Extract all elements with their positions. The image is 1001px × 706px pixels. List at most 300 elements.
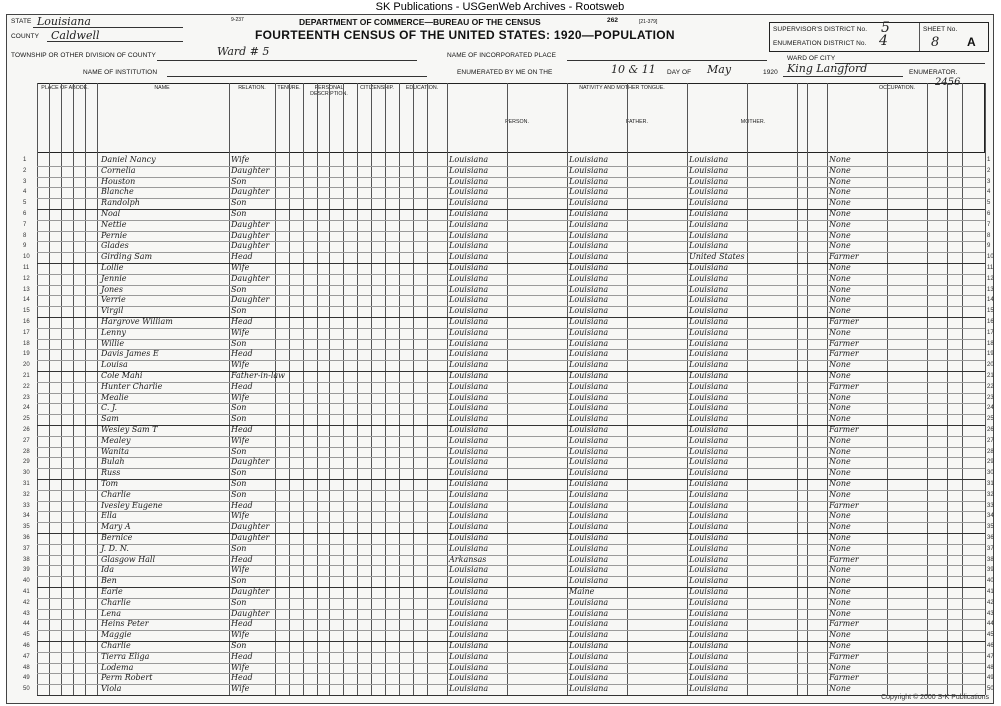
father-birthplace: Louisiana <box>569 673 609 683</box>
row-number-right: 17 <box>987 329 994 336</box>
occupation: None <box>829 414 851 424</box>
father-birthplace: Louisiana <box>569 414 609 424</box>
birthplace: Louisiana <box>449 219 489 229</box>
occupation: Farmer <box>829 425 859 434</box>
father-birthplace: Louisiana <box>569 306 609 316</box>
row-number: 32 <box>23 491 30 498</box>
row-number: 38 <box>23 556 30 563</box>
mother-birthplace: Louisiana <box>689 576 729 586</box>
mother-birthplace: United States <box>689 252 745 262</box>
person-name: Bernice <box>101 533 133 542</box>
relation: Head <box>231 500 253 510</box>
row-number-right: 35 <box>987 524 994 531</box>
person-name: Davis James E <box>101 349 159 359</box>
father-birthplace: Louisiana <box>569 176 609 186</box>
relation: Wife <box>231 392 250 402</box>
father-birthplace: Louisiana <box>569 381 609 391</box>
birthplace: Louisiana <box>449 457 489 467</box>
form-number: 9-237 <box>231 17 244 23</box>
row-number: 49 <box>23 675 30 682</box>
father-birthplace: Louisiana <box>569 230 609 240</box>
mother-birthplace: Louisiana <box>689 198 729 208</box>
father-birthplace: Maine <box>569 587 595 596</box>
row-number-right: 20 <box>987 362 994 369</box>
row-number: 11 <box>23 265 30 271</box>
father-birthplace: Louisiana <box>569 446 609 456</box>
mother-birthplace: Louisiana <box>689 187 729 197</box>
person-name: Cornelia <box>101 165 136 175</box>
relation: Head <box>231 651 253 661</box>
row-number-right: 46 <box>987 643 994 649</box>
occupation: Farmer <box>829 317 859 326</box>
mother-birthplace: Louisiana <box>689 155 729 164</box>
relation: Daughter <box>231 587 270 596</box>
row-number-right: 26 <box>987 427 994 433</box>
person-name: Sam <box>101 414 119 424</box>
grid-column-line <box>385 83 386 695</box>
relation: Daughter <box>231 241 270 251</box>
occupation: None <box>829 684 851 694</box>
relation: Wife <box>231 327 250 337</box>
occupation: None <box>829 630 851 640</box>
grid-column-line <box>275 83 276 695</box>
column-header-block <box>37 83 985 153</box>
person-name: Heins Peter <box>101 619 149 629</box>
grid-column-line <box>447 83 448 695</box>
person-name: Pernie <box>101 230 128 240</box>
birthplace: Louisiana <box>449 198 489 208</box>
relation: Head <box>231 619 253 629</box>
birthplace: Louisiana <box>449 522 489 532</box>
person-name: Lodema <box>101 662 134 672</box>
grid-column-line <box>329 83 330 695</box>
mother-birthplace: Louisiana <box>689 500 729 510</box>
occupation: Farmer <box>829 673 859 683</box>
occupation: None <box>829 273 851 283</box>
mother-birthplace: Louisiana <box>689 619 729 629</box>
mother-birthplace: Louisiana <box>689 241 729 251</box>
birthplace: Louisiana <box>449 338 489 348</box>
birthplace: Louisiana <box>449 284 489 294</box>
occupation: None <box>829 327 851 337</box>
row-number-right: 27 <box>987 437 994 444</box>
mother-birthplace: Louisiana <box>689 165 729 175</box>
mother-birthplace: Louisiana <box>689 392 729 402</box>
mother-birthplace: Louisiana <box>689 230 729 240</box>
person-name: Lena <box>101 608 121 618</box>
father-birthplace: Louisiana <box>569 576 609 586</box>
mother-birthplace: Louisiana <box>689 479 729 488</box>
father-birthplace: Louisiana <box>569 284 609 294</box>
birthplace: Louisiana <box>449 306 489 316</box>
stamp-number: 2456 <box>935 77 961 88</box>
mother-birthplace: Louisiana <box>689 273 729 283</box>
row-number-right: 32 <box>987 491 994 498</box>
row-number: 36 <box>23 535 30 541</box>
person-name: Mary A <box>101 522 131 532</box>
birthplace: Louisiana <box>449 641 489 650</box>
enumerator-value: King Langford <box>787 62 868 75</box>
occupation: Farmer <box>829 619 859 629</box>
grid-column-line <box>85 83 86 695</box>
father-birthplace: Louisiana <box>569 608 609 618</box>
col-group-occupation: OCCUPATION. <box>879 85 915 91</box>
mother-birthplace: Louisiana <box>689 295 729 305</box>
occupation: None <box>829 306 851 316</box>
mother-birthplace: Louisiana <box>689 457 729 467</box>
grid-column-line <box>73 83 74 695</box>
person-name: Blanche <box>101 187 134 197</box>
relation: Head <box>231 673 253 683</box>
person-name: Wanita <box>101 446 129 456</box>
occupation: None <box>829 489 851 499</box>
row-number-right: 30 <box>987 470 994 477</box>
col-group-tenure: TENURE. <box>277 85 301 91</box>
father-birthplace: Louisiana <box>569 155 609 164</box>
row-number-right: 18 <box>987 340 994 347</box>
mother-birthplace: Louisiana <box>689 209 729 218</box>
father-birthplace: Louisiana <box>569 662 609 672</box>
row-number: 18 <box>23 340 30 347</box>
birthplace: Louisiana <box>449 489 489 499</box>
mother-birthplace: Louisiana <box>689 630 729 640</box>
row-number: 3 <box>23 178 27 185</box>
father-birthplace: Louisiana <box>569 511 609 521</box>
occupation: None <box>829 662 851 672</box>
occupation: None <box>829 198 851 208</box>
father-birthplace: Louisiana <box>569 187 609 197</box>
father-birthplace: Louisiana <box>569 252 609 262</box>
row-number: 27 <box>23 437 30 444</box>
relation: Father-in-law <box>231 371 285 380</box>
father-birthplace: Louisiana <box>569 565 609 575</box>
mother-birthplace: Louisiana <box>689 306 729 316</box>
row-number: 23 <box>23 394 30 401</box>
father-birthplace: Louisiana <box>569 198 609 208</box>
person-name: Tom <box>101 479 119 488</box>
township-value: Ward # 5 <box>217 45 270 58</box>
row-number: 4 <box>23 189 27 196</box>
row-number-right: 37 <box>987 545 994 552</box>
birthplace: Louisiana <box>449 468 489 478</box>
father-birthplace: Louisiana <box>569 295 609 305</box>
occupation: None <box>829 479 851 488</box>
col-group-relation: RELATION. <box>238 85 266 91</box>
occupation: None <box>829 176 851 186</box>
birthplace: Louisiana <box>449 187 489 197</box>
row-number: 2 <box>23 167 27 174</box>
father-birthplace: Louisiana <box>569 468 609 478</box>
archive-banner: SK Publications - USGenWeb Archives - Rootsweb <box>375 1 625 13</box>
person-name: Earle <box>101 587 123 596</box>
grid-column-line <box>399 83 400 695</box>
mother-birthplace: Louisiana <box>689 468 729 478</box>
occupation: None <box>829 165 851 175</box>
birthplace: Louisiana <box>449 565 489 575</box>
father-birthplace: Louisiana <box>569 479 609 488</box>
row-number-right: 4 <box>987 189 991 196</box>
person-name: Houston <box>101 176 136 186</box>
row-number: 19 <box>23 351 30 358</box>
birthplace: Louisiana <box>449 349 489 359</box>
grid-column-line <box>567 83 568 695</box>
person-name: Charlie <box>101 597 131 607</box>
row-number: 8 <box>23 232 27 239</box>
grid-column-line <box>37 83 38 695</box>
institution-label: NAME OF INSTITUTION <box>83 69 158 76</box>
birthplace: Louisiana <box>449 673 489 683</box>
father-birthplace: Louisiana <box>569 360 609 370</box>
person-name: Viola <box>101 684 122 694</box>
row-number-right: 6 <box>987 211 991 217</box>
row-number: 15 <box>23 308 30 315</box>
relation: Daughter <box>231 295 270 305</box>
county-value: Caldwell <box>51 29 100 42</box>
mother-birthplace: Louisiana <box>689 381 729 391</box>
birthplace: Louisiana <box>449 576 489 586</box>
relation: Head <box>231 425 253 434</box>
year: 1920 <box>763 69 778 76</box>
row-number: 43 <box>23 610 30 617</box>
occupation: None <box>829 241 851 251</box>
person-name: Girding Sam <box>101 252 153 262</box>
birthplace: Louisiana <box>449 587 489 596</box>
relation: Head <box>231 252 253 262</box>
row-number: 33 <box>23 502 30 509</box>
birthplace: Louisiana <box>449 295 489 305</box>
father-birthplace: Louisiana <box>569 533 609 542</box>
birthplace: Louisiana <box>449 414 489 424</box>
census-sheet <box>6 14 994 704</box>
father-birthplace: Louisiana <box>569 522 609 532</box>
person-name: Jennie <box>101 273 127 283</box>
father-birthplace: Louisiana <box>569 543 609 553</box>
grid-column-line <box>317 83 318 695</box>
father-birthplace: Louisiana <box>569 489 609 499</box>
occupation: None <box>829 284 851 294</box>
father-birthplace: Louisiana <box>569 349 609 359</box>
row-number: 37 <box>23 545 30 552</box>
row-number: 21 <box>23 373 30 379</box>
person-name: Maggie <box>101 630 132 640</box>
mother-birthplace: Louisiana <box>689 543 729 553</box>
relation: Wife <box>231 155 250 164</box>
relation: Wife <box>231 360 250 370</box>
birthplace: Louisiana <box>449 392 489 402</box>
sheet-label: SHEET No. <box>923 26 958 33</box>
person-name: Bulah <box>101 457 125 467</box>
relation: Son <box>231 306 247 316</box>
person-name: Daniel Nancy <box>101 155 156 164</box>
occupation: None <box>829 608 851 618</box>
mother-birthplace: Louisiana <box>689 360 729 370</box>
row-number-right: 9 <box>987 243 991 250</box>
row-number-right: 2 <box>987 167 991 174</box>
month-value: May <box>707 63 732 76</box>
father-birthplace: Louisiana <box>569 327 609 337</box>
grid-column-line <box>627 83 628 695</box>
grid-column-line <box>827 83 828 695</box>
father-birthplace: Louisiana <box>569 241 609 251</box>
occupation: None <box>829 641 851 650</box>
row-number-right: 22 <box>987 383 994 390</box>
relation: Daughter <box>231 273 270 283</box>
col-group-nativity: NATIVITY AND MOTHER TONGUE. <box>579 85 665 91</box>
mother-birthplace: Louisiana <box>689 565 729 575</box>
mother-birthplace: Louisiana <box>689 673 729 683</box>
father-birthplace: Louisiana <box>569 597 609 607</box>
birthplace: Louisiana <box>449 435 489 445</box>
mother-birthplace: Louisiana <box>689 425 729 434</box>
relation: Son <box>231 489 247 499</box>
row-number: 42 <box>23 599 30 606</box>
row-number: 28 <box>23 448 30 455</box>
grid-column-line <box>747 83 748 695</box>
relation: Head <box>231 554 253 564</box>
person-name: Wesley Sam T <box>101 425 158 434</box>
row-number: 20 <box>23 362 30 369</box>
person-name: Louisa <box>101 360 128 370</box>
birthplace: Louisiana <box>449 317 489 326</box>
person-name: Tierra Eliga <box>101 651 150 661</box>
occupation: Farmer <box>829 349 859 359</box>
occupation: None <box>829 263 851 272</box>
mother-birthplace: Louisiana <box>689 533 729 542</box>
relation: Son <box>231 641 247 650</box>
row-number: 6 <box>23 211 27 217</box>
birthplace: Louisiana <box>449 176 489 186</box>
occupation: None <box>829 587 851 596</box>
grid-column-line <box>427 83 428 695</box>
relation: Wife <box>231 662 250 672</box>
occupation: None <box>829 533 851 542</box>
person-name: Lollie <box>101 263 124 272</box>
row-number-right: 7 <box>987 221 991 228</box>
grid-column-line <box>97 83 98 695</box>
person-name: Ida <box>101 565 115 575</box>
person-name: Ella <box>101 511 117 521</box>
occupation: None <box>829 295 851 305</box>
father-birthplace: Louisiana <box>569 630 609 640</box>
occupation: None <box>829 576 851 586</box>
father-birthplace: Louisiana <box>569 554 609 564</box>
father-birthplace: Louisiana <box>569 457 609 467</box>
relation: Son <box>231 543 247 553</box>
row-number-right: 11 <box>987 265 994 271</box>
row-number-right: 31 <box>987 481 994 487</box>
row-number-right: 24 <box>987 405 994 412</box>
person-name: Lenny <box>101 327 126 337</box>
col-group-education: EDUCATION. <box>405 85 439 91</box>
birthplace: Arkansas <box>449 554 487 564</box>
row-number-right: 14 <box>987 297 994 304</box>
page-number: 262 <box>607 17 619 24</box>
row-number-right: 28 <box>987 448 994 455</box>
relation: Wife <box>231 565 250 575</box>
father-birthplace: Louisiana <box>569 338 609 348</box>
father-birthplace: Louisiana <box>569 392 609 402</box>
grid-column-line <box>797 83 798 695</box>
father-birthplace: Louisiana <box>569 619 609 629</box>
occupation: None <box>829 565 851 575</box>
birthplace: Louisiana <box>449 597 489 607</box>
mother-birthplace: Louisiana <box>689 662 729 672</box>
row-number: 41 <box>23 589 30 595</box>
census-title: FOURTEENTH CENSUS OF THE UNITED STATES: 1920—POPULATION <box>255 28 675 42</box>
birthplace: Louisiana <box>449 630 489 640</box>
supervisor-value: 5 <box>881 20 890 36</box>
col-group-abode: PLACE OF ABODE. <box>41 85 89 91</box>
row-number-right: 36 <box>987 535 994 541</box>
row-number: 30 <box>23 470 30 477</box>
enumerated-day: 10 & 11 <box>611 63 656 76</box>
person-name: Perm Robert <box>101 673 153 683</box>
mother-birthplace: Louisiana <box>689 608 729 618</box>
father-birthplace: Louisiana <box>569 317 609 326</box>
row-number-right: 12 <box>987 275 994 282</box>
occupation: None <box>829 230 851 240</box>
person-name: Hunter Charlie <box>101 381 163 391</box>
occupation: None <box>829 435 851 445</box>
row-number-right: 5 <box>987 200 991 207</box>
birthplace: Louisiana <box>449 371 489 380</box>
row-number-right: 8 <box>987 232 991 239</box>
birthplace: Louisiana <box>449 165 489 175</box>
row-number-right: 50 <box>987 686 994 693</box>
township-label: TOWNSHIP OR OTHER DIVISION OF COUNTY <box>11 52 156 59</box>
page-code: [21-379] <box>639 19 658 25</box>
row-number: 46 <box>23 643 30 649</box>
row-number: 1 <box>23 157 27 163</box>
relation: Daughter <box>231 608 270 618</box>
col-group-personal: PERSONAL DESCRIPTION. <box>310 85 348 97</box>
row-number: 26 <box>23 427 30 433</box>
row-number: 35 <box>23 524 30 531</box>
occupation: None <box>829 371 851 380</box>
row-number: 13 <box>23 286 30 293</box>
row-number-right: 15 <box>987 308 994 315</box>
row-number-right: 23 <box>987 394 994 401</box>
sheet-letter: A <box>967 35 976 49</box>
father-birthplace: Louisiana <box>569 435 609 445</box>
relation: Son <box>231 597 247 607</box>
person-name: Ivesley Eugene <box>101 500 163 510</box>
enumeration-value: 4 <box>879 33 888 49</box>
birthplace: Louisiana <box>449 662 489 672</box>
person-name: Glades <box>101 241 129 251</box>
occupation: None <box>829 403 851 413</box>
grid-column-line <box>61 83 62 695</box>
relation: Daughter <box>231 457 270 467</box>
father-birthplace: Louisiana <box>569 500 609 510</box>
nativity-father: FATHER. <box>626 119 648 125</box>
row-number-right: 38 <box>987 556 994 563</box>
row-number-right: 3 <box>987 178 991 185</box>
occupation: Farmer <box>829 252 859 262</box>
person-name: Charlie <box>101 489 131 499</box>
relation: Head <box>231 349 253 359</box>
mother-birthplace: Louisiana <box>689 317 729 326</box>
mother-birthplace: Louisiana <box>689 176 729 186</box>
row-number: 5 <box>23 200 27 207</box>
row-number: 10 <box>23 254 30 261</box>
birthplace: Louisiana <box>449 209 489 218</box>
father-birthplace: Louisiana <box>569 263 609 272</box>
grid-column-line <box>413 83 414 695</box>
mother-birthplace: Louisiana <box>689 511 729 521</box>
state-value: Louisiana <box>37 15 91 28</box>
father-birthplace: Louisiana <box>569 219 609 229</box>
